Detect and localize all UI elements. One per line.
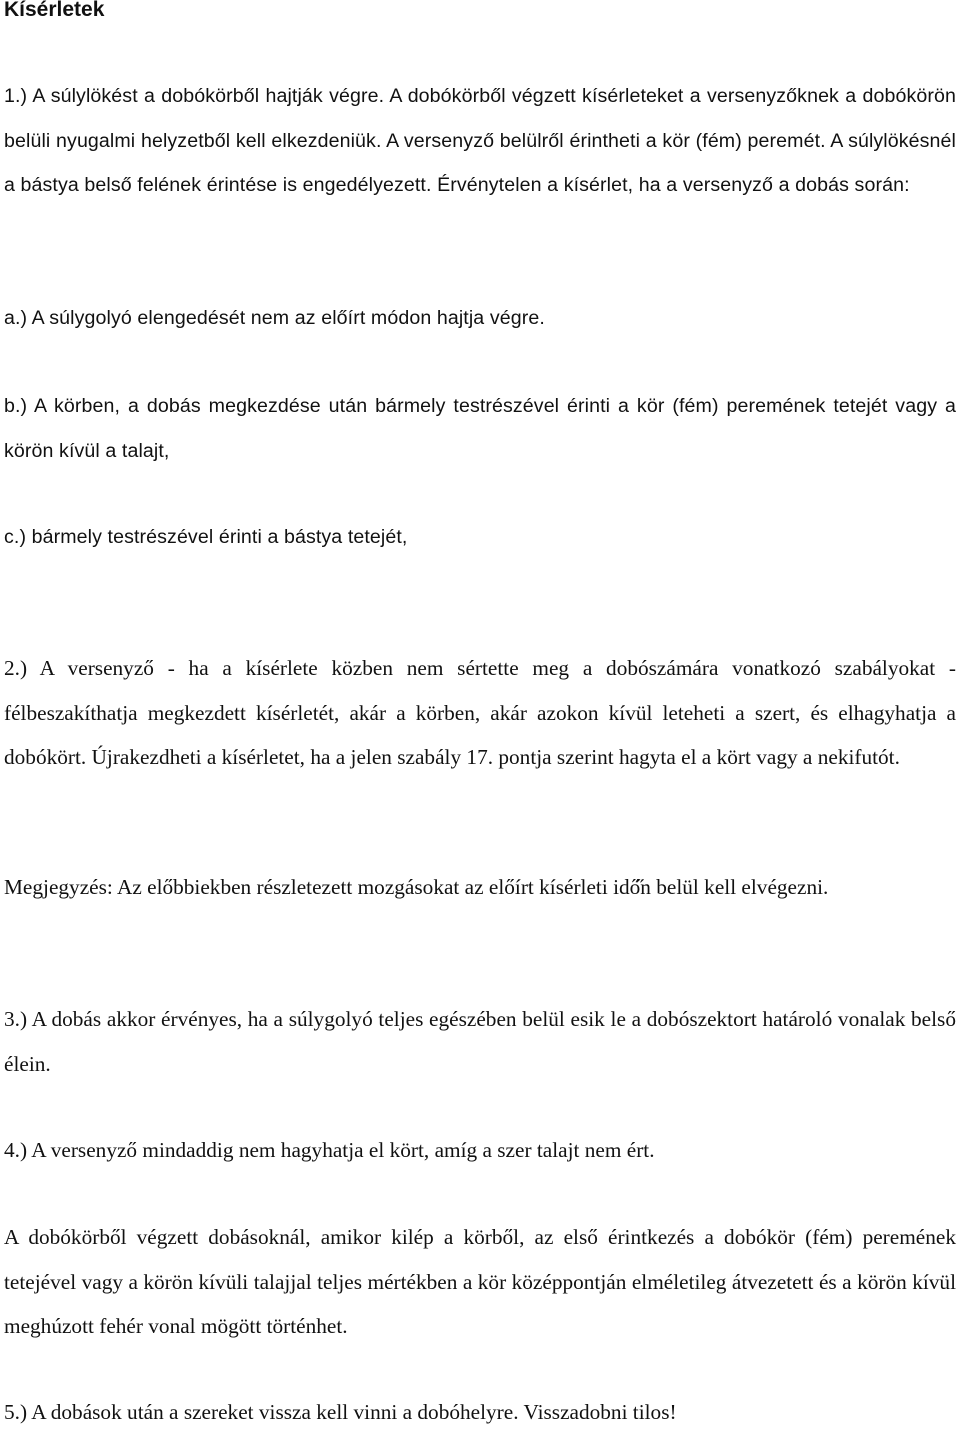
paragraph-rule-1a: a.) A súlygolyó elengedését nem az előírt módon hajtja végre. [4, 307, 545, 329]
paragraph-rule-1c: c.) bármely testrészével érinti a bástya tetejét, [4, 526, 408, 548]
paragraph-rule-5: 5.) A dobások után a szereket vissza kell vinni a dobóhelyre. Visszadobni tilos! [4, 1400, 677, 1424]
paragraph-rule-4: 4.) A versenyző mindaddig nem hagyhatja el kört, amíg a szer talajt nem ért. [4, 1138, 655, 1162]
paragraph-rule-1: 1.) A súlylökést a dobókörből hajtják végre. A dobókörből végzett kísérleteket a versenyzőknek a dobókörön belüli nyugalmi helyzetből kell elkezdeniük. A versenyző belülről érintheti a kör (fém) peremét. A súlylökésnél a bástya belső felének érintése is engedélyezett. Érvénytelen a kísérlet, ha a versenyző a dobás során: [4, 85, 956, 196]
document-title: Kísérletek [4, 0, 105, 21]
paragraph-rule-3: 3.) A dobás akkor érvényes, ha a súlygolyó teljes egészében belül esik le a dobószektort határoló vonalak belső élein. [4, 1007, 956, 1076]
paragraph-exit-rule: A dobókörből végzett dobásoknál, amikor kilép a körből, az első érintkezés a dobókör (fém) peremének tetejével vagy a körön kívüli talajjal teljes mértékben a kör középpontján elméletileg átvezetett és a körön kívül meghúzott fehér vonal mögött történhet. [4, 1225, 956, 1338]
paragraph-rule-1b: b.) A körben, a dobás megkezdése után bármely testrészével érinti a kör (fém) peremének tetejét vagy a körön kívül a talajt, [4, 395, 956, 462]
paragraph-note: Megjegyzés: Az előbbiekben részletezett mozgásokat az előírt kísérleti idő̋n belül kell elvégezni. [4, 875, 829, 899]
paragraph-rule-2: 2.) A versenyző - ha a kísérlete közben nem sértette meg a dobószámára vonatkozó szabályokat - félbeszakíthatja megkezdett kísérletét, akár a körben, akár azokon kívül leteheti a szert, és elhagyhatja a dobókört. Újrakezdheti a kísérletet, ha a jelen szabály 17. pontja szerint hagyta el a kört vagy a nekifutót. [4, 656, 956, 769]
